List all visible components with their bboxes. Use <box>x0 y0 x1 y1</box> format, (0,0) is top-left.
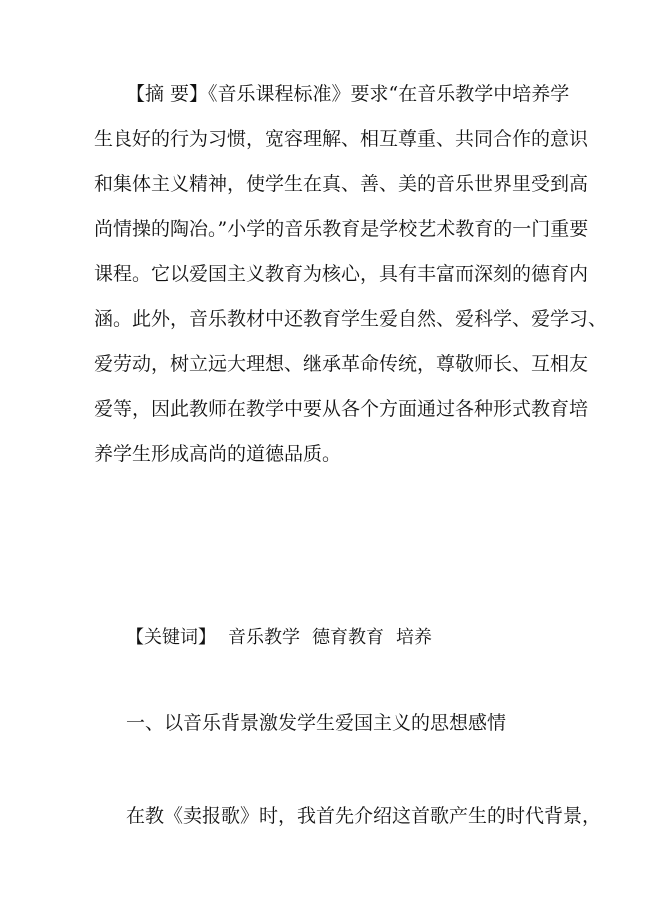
abstract-line-2: 生良好的行为习惯，宽容理解、相互尊重、共同合作的意识 <box>94 128 589 150</box>
section-heading: 一、以音乐背景激发学生爱国主义的思想感情 <box>126 712 507 734</box>
keyword-item: 德育教育 <box>312 627 384 648</box>
keywords-label: 【关键词】 <box>126 627 216 648</box>
keywords-line <box>126 626 432 650</box>
abstract-line-9: 养学生形成高尚的道德品质。 <box>94 443 342 465</box>
abstract-line-3: 和集体主义精神，使学生在真、善、美的音乐世界里受到高 <box>94 173 589 195</box>
keyword-item: 音乐教学 <box>228 627 300 648</box>
abstract-line-8: 爱等，因此教师在教学中要从各个方面通过各种形式教育培 <box>94 398 589 420</box>
abstract-line-1: 【摘 要】《音乐课程标准》要求“在音乐教学中培养学 <box>126 83 570 105</box>
abstract-line-7: 爱劳动，树立远大理想、继承革命传统，尊敬师长、互相友 <box>94 353 589 375</box>
abstract-line-4: 尚情操的陶冶。”小学的音乐教育是学校艺术教育的一门重要 <box>94 218 589 240</box>
abstract-line-6: 涵。此外，音乐教材中还教育学生爱自然、爱科学、爱学习、 <box>94 308 608 330</box>
paragraph-first-line: 在教《卖报歌》时，我首先介绍这首歌产生的时代背景， <box>126 805 602 827</box>
abstract-line-5: 课程。它以爱国主义教育为核心，具有丰富而深刻的德育内 <box>94 263 589 285</box>
keyword-item: 培养 <box>396 627 432 648</box>
